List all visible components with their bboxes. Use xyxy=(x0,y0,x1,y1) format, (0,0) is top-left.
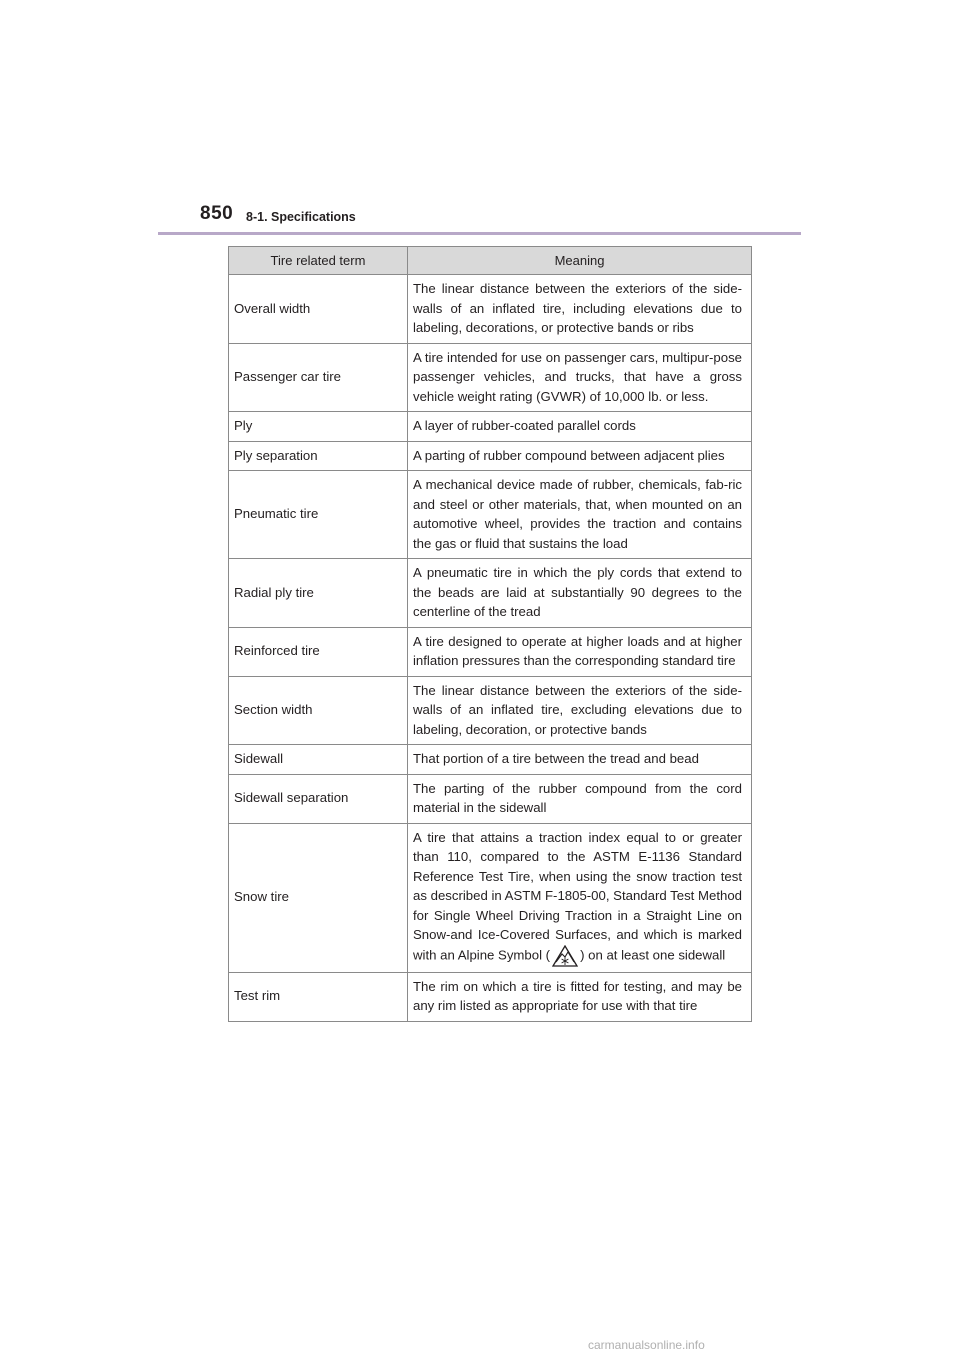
table-row xyxy=(229,774,752,823)
meaning-cell: A parting of rubber compound between adjacent plies xyxy=(408,441,752,471)
meaning-cell: A tire designed to operate at higher loads and at higher inflation pressures than the corresponding standard tire xyxy=(408,627,752,676)
term-cell: Test rim xyxy=(229,972,408,1021)
meaning-cell: The rim on which a tire is fitted for testing, and may be any rim listed as appropriate for use with that tire xyxy=(408,972,752,1021)
term-cell: Section width xyxy=(229,676,408,745)
term-cell: Reinforced tire xyxy=(229,627,408,676)
term-cell: Pneumatic tire xyxy=(229,471,408,559)
term-cell: Ply separation xyxy=(229,441,408,471)
term-cell: Sidewall separation xyxy=(229,774,408,823)
snow-meaning-text-end: ) on at least one sidewall xyxy=(580,946,726,962)
meaning-cell: A pneumatic tire in which the ply cords that extend to the beads are laid at substantially 90 degrees to the centerline of the tread xyxy=(408,559,752,628)
table-row xyxy=(229,275,752,344)
table-row xyxy=(229,412,752,442)
term-cell: Sidewall xyxy=(229,745,408,775)
meaning-cell: The linear distance between the exteriors of the side-walls of an inflated tire, excluding elevations due to labeling, decoration, or protective bands xyxy=(408,676,752,745)
meaning-cell: The linear distance between the exteriors of the side-walls of an inflated tire, including elevations due to labeling, decorations, or protective bands or ribs xyxy=(408,275,752,344)
term-cell: Passenger car tire xyxy=(229,343,408,412)
meaning-cell: That portion of a tire between the tread and bead xyxy=(408,745,752,775)
alpine-symbol-icon xyxy=(552,945,578,967)
table-row xyxy=(229,972,752,1021)
column-header-meaning: Meaning xyxy=(408,247,752,275)
table-header-row xyxy=(229,247,752,275)
term-cell: Ply xyxy=(229,412,408,442)
table-row xyxy=(229,343,752,412)
page-number: 850 xyxy=(200,203,234,224)
table-row xyxy=(229,627,752,676)
meaning-cell xyxy=(408,823,752,972)
term-cell: Radial ply tire xyxy=(229,559,408,628)
section-title: 8-1. Specifications xyxy=(246,210,356,224)
page-header xyxy=(200,203,800,235)
table-row xyxy=(229,471,752,559)
header-rule xyxy=(158,232,801,235)
meaning-cell: A layer of rubber-coated parallel cords xyxy=(408,412,752,442)
watermark: carmanualsonline.info xyxy=(588,1338,705,1352)
meaning-cell: The parting of the rubber compound from the cord material in the sidewall xyxy=(408,774,752,823)
meaning-cell: A tire intended for use on passenger cars, multipur-pose passenger vehicles, and trucks, that have a gross vehicle weight rating (GVWR) of 10,000 lb. or less. xyxy=(408,343,752,412)
term-cell: Snow tire xyxy=(229,823,408,972)
table-row xyxy=(229,676,752,745)
term-cell: Overall width xyxy=(229,275,408,344)
table-row xyxy=(229,559,752,628)
table-row xyxy=(229,823,752,972)
table-row xyxy=(229,441,752,471)
column-header-term: Tire related term xyxy=(229,247,408,275)
tire-terms-table xyxy=(228,246,752,1022)
snow-meaning-text: A tire that attains a traction index equal to or greater than 110, compared to the ASTM E-1136 Standard Reference Test Tire, when using the snow traction test as described in ASTM F-1805-00, Standard Test Method for Single Wheel Driving Traction in a Straight Line on Snow-and Ice-Covered Surfaces, and which is marked with an Alpine Symbol ( xyxy=(413,829,742,962)
table-row xyxy=(229,745,752,775)
meaning-cell: A mechanical device made of rubber, chemicals, fab-ric and steel or other materials, that, when mounted on an automotive wheel, provides the traction and contains the gas or fluid that sustains the load xyxy=(408,471,752,559)
